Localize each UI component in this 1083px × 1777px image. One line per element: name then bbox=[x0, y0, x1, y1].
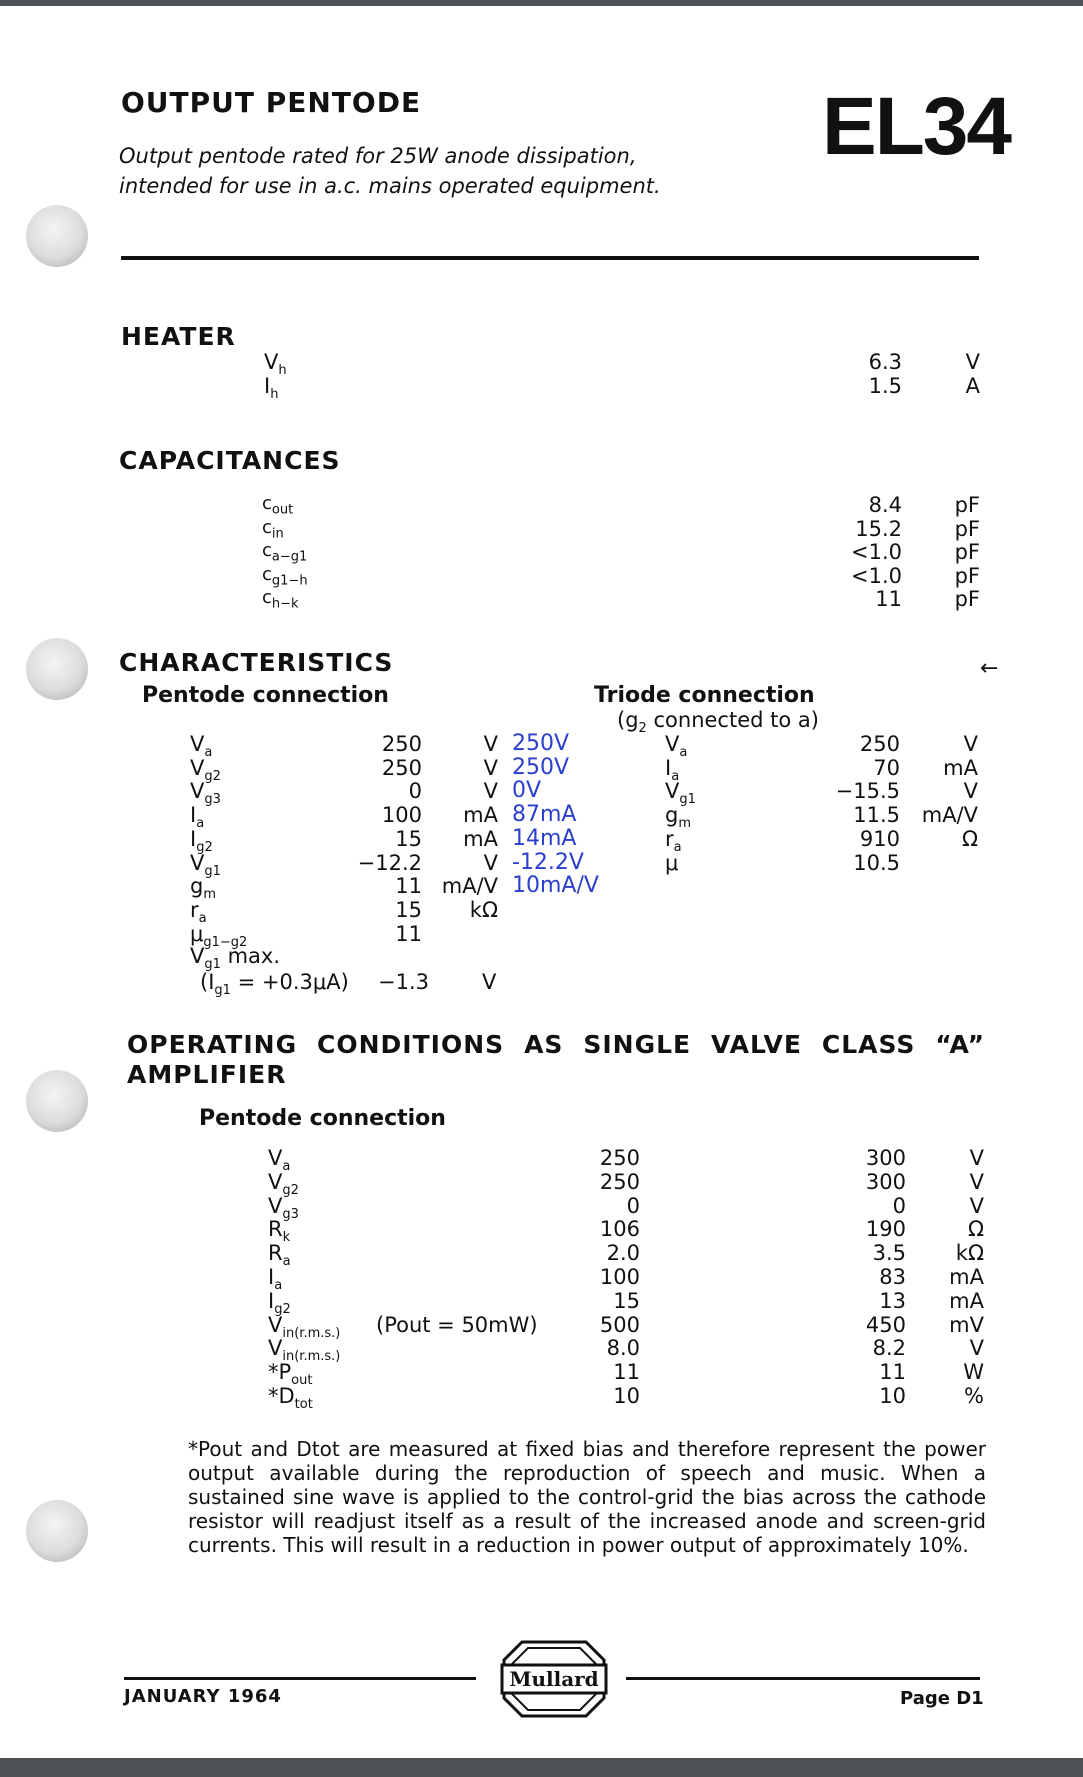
handwritten-note: 250V bbox=[512, 731, 570, 756]
triode-unit: mA/V bbox=[921, 803, 978, 828]
pentode-value: 250 bbox=[381, 755, 422, 780]
punch-hole bbox=[26, 1500, 88, 1562]
operating-value-col1: 250 bbox=[599, 1169, 640, 1194]
pentode-symbol: $V_{g1}$ bbox=[190, 850, 221, 879]
heater-unit: A bbox=[965, 374, 980, 398]
pentode-unit: mA/V bbox=[441, 874, 498, 899]
triode-value: −15.5 bbox=[835, 779, 900, 804]
capacitance-symbol: $c_{a-g1}$ bbox=[262, 540, 308, 565]
operating-symbol: $I_a$ bbox=[268, 1265, 283, 1294]
operating-value-col2: 300 bbox=[865, 1169, 906, 1194]
pentode-symbol: $V_{g2}$ bbox=[190, 755, 221, 784]
capacitance-value: 11 bbox=[875, 587, 902, 611]
pentode-symbol: $I_{g2}$ bbox=[190, 826, 213, 855]
operating-value-col1: 10 bbox=[613, 1384, 640, 1408]
heater-heading: HEATER bbox=[121, 322, 236, 351]
mullard-logo-text: Mullard bbox=[509, 1667, 599, 1691]
capacitance-unit: pF bbox=[954, 493, 980, 517]
triode-symbol: $g_m$ bbox=[665, 803, 692, 832]
pentode-unit: mA bbox=[463, 803, 498, 828]
operating-value-col1: 250 bbox=[599, 1146, 640, 1170]
tube-type: EL34 bbox=[822, 81, 1010, 172]
operating-value-col1: 106 bbox=[599, 1217, 640, 1242]
operating-value-col1: 11 bbox=[613, 1360, 640, 1385]
operating-symbol: $V_{g2}$ bbox=[268, 1169, 299, 1198]
punch-hole bbox=[26, 638, 88, 700]
pentode-unit: V bbox=[483, 732, 498, 756]
operating-unit: % bbox=[964, 1384, 984, 1408]
operating-symbol: $V_{in(r.m.s.)}$ bbox=[268, 1312, 341, 1341]
triode-symbol: μ bbox=[665, 850, 679, 875]
operating-unit: Ω bbox=[967, 1217, 984, 1242]
pentode-unit: V bbox=[483, 779, 498, 804]
pentode-value: 11 bbox=[395, 874, 422, 899]
handwritten-note: 14mA bbox=[512, 825, 577, 851]
pentode-symbol: $V_{g3}$ bbox=[190, 779, 221, 808]
pentode-value: 100 bbox=[381, 803, 422, 828]
capacitance-symbol: $c_{h-k}$ bbox=[262, 587, 299, 612]
header-rule bbox=[121, 256, 979, 260]
handwritten-note: 10mA/V bbox=[512, 873, 599, 899]
capacitance-unit: pF bbox=[954, 587, 980, 611]
operating-value-col1: 500 bbox=[599, 1312, 640, 1337]
footer-page-number: Page D1 bbox=[900, 1688, 984, 1709]
pentode-value: 11 bbox=[395, 921, 422, 946]
capacitance-symbol: $c_{g1-h}$ bbox=[262, 563, 308, 589]
operating-value-col2: 10 bbox=[879, 1384, 906, 1408]
vg1-max-label: $V_{g1}$ max. bbox=[190, 944, 281, 973]
operating-value-col2: 0 bbox=[892, 1193, 906, 1218]
triode-unit: V bbox=[963, 732, 978, 756]
pentode-symbol: $r_a$ bbox=[190, 897, 207, 927]
footer-rule-right bbox=[626, 1677, 980, 1680]
operating-heading-line1: OPERATING CONDITIONS AS SINGLE VALVE CLASS “A” bbox=[127, 1030, 985, 1059]
pentode-symbol: $I_a$ bbox=[190, 803, 205, 832]
footer-rule-left bbox=[124, 1677, 476, 1680]
operating-symbol: $I_{g2}$ bbox=[268, 1288, 291, 1317]
operating-unit: mA bbox=[949, 1265, 984, 1289]
operating-heading-line2: AMPLIFIER bbox=[127, 1060, 287, 1089]
operating-symbol: $V_{in(r.m.s.)}$ bbox=[268, 1336, 341, 1365]
operating-subheading: Pentode connection bbox=[199, 1106, 446, 1131]
vg1-max-unit: V bbox=[482, 970, 497, 994]
heater-value: 6.3 bbox=[868, 350, 902, 374]
operating-unit: W bbox=[963, 1360, 984, 1385]
punch-hole bbox=[26, 205, 88, 267]
operating-value-col2: 300 bbox=[865, 1146, 906, 1170]
operating-value-col1: 2.0 bbox=[606, 1241, 640, 1266]
pentode-symbol: $V_a$ bbox=[190, 732, 213, 761]
heater-unit: V bbox=[965, 350, 980, 374]
operating-value-col1: 15 bbox=[613, 1288, 640, 1313]
triode-symbol: $V_{g1}$ bbox=[665, 779, 696, 808]
operating-value-col2: 190 bbox=[865, 1217, 906, 1242]
operating-unit: V bbox=[969, 1193, 984, 1218]
triode-symbol: $V_a$ bbox=[665, 732, 688, 761]
operating-value-col2: 83 bbox=[879, 1265, 906, 1289]
operating-value-col2: 450 bbox=[865, 1312, 906, 1337]
operating-condition: (Pout = 50mW) bbox=[376, 1312, 538, 1337]
pentode-unit: V bbox=[483, 755, 498, 780]
operating-unit: mV bbox=[949, 1312, 984, 1337]
triode-symbol: $r_a$ bbox=[665, 826, 682, 855]
capacitance-symbol: $c_{out}$ bbox=[262, 493, 294, 518]
handwritten-note: 87mA bbox=[512, 802, 577, 828]
triode-value: 250 bbox=[859, 732, 900, 756]
handwritten-note: -12.2V bbox=[512, 849, 584, 875]
operating-symbol: $R_a$ bbox=[268, 1241, 291, 1270]
pentode-symbol: $g_m$ bbox=[190, 874, 217, 903]
triode-unit: V bbox=[963, 779, 978, 804]
arrow-icon: ← bbox=[980, 656, 999, 681]
operating-unit: V bbox=[969, 1146, 984, 1170]
punch-hole bbox=[26, 1070, 88, 1132]
heater-symbol: $V_h$ bbox=[264, 350, 287, 379]
capacitance-value: <1.0 bbox=[851, 563, 902, 588]
bottom-border bbox=[0, 1758, 1083, 1777]
operating-value-col2: 3.5 bbox=[872, 1241, 906, 1266]
capacitance-unit: pF bbox=[954, 563, 980, 588]
operating-symbol: $V_a$ bbox=[268, 1146, 291, 1175]
triode-value: 10.5 bbox=[853, 850, 900, 875]
operating-symbol: $*D_{tot}$ bbox=[268, 1384, 313, 1413]
pentode-subheading: Pentode connection bbox=[142, 683, 389, 708]
capacitance-value: <1.0 bbox=[851, 540, 902, 564]
capacitances-heading: CAPACITANCES bbox=[119, 446, 341, 475]
capacitance-unit: pF bbox=[954, 540, 980, 564]
capacitance-value: 15.2 bbox=[855, 516, 902, 541]
operating-unit: V bbox=[969, 1336, 984, 1361]
pentode-symbol: $\mu_{g1-g2}$ bbox=[190, 921, 248, 950]
triode-symbol: $I_a$ bbox=[665, 755, 680, 784]
operating-symbol: $V_{g3}$ bbox=[268, 1193, 299, 1222]
pentode-value: 0 bbox=[408, 779, 422, 804]
pentode-unit: kΩ bbox=[469, 897, 498, 922]
footer-date: JANUARY 1964 bbox=[124, 1686, 282, 1707]
pentode-unit: V bbox=[483, 850, 498, 875]
triode-subheading: Triode connection bbox=[594, 683, 815, 708]
intro-line-1: Output pentode rated for 25W anode dissipation, bbox=[119, 144, 637, 168]
triode-value: 11.5 bbox=[853, 803, 900, 828]
triode-unit: Ω bbox=[961, 826, 978, 851]
heater-value: 1.5 bbox=[868, 374, 902, 398]
operating-symbol: $*P_{out}$ bbox=[268, 1360, 313, 1389]
triode-value: 70 bbox=[873, 755, 900, 780]
pentode-value: 15 bbox=[395, 897, 422, 922]
characteristics-heading: CHARACTERISTICS bbox=[119, 648, 394, 677]
operating-unit: V bbox=[969, 1169, 984, 1194]
page-title: OUTPUT PENTODE bbox=[121, 86, 422, 119]
vg1-max-value: −1.3 bbox=[378, 970, 429, 994]
operating-value-col2: 11 bbox=[879, 1360, 906, 1385]
pentode-value: 250 bbox=[381, 732, 422, 756]
capacitance-symbol: $c_{in}$ bbox=[262, 516, 284, 542]
operating-value-col2: 13 bbox=[879, 1288, 906, 1313]
operating-symbol: $R_k$ bbox=[268, 1217, 291, 1246]
pentode-value: −12.2 bbox=[357, 850, 422, 875]
capacitance-unit: pF bbox=[954, 516, 980, 541]
operating-value-col2: 8.2 bbox=[872, 1336, 906, 1361]
heater-symbol: $I_h$ bbox=[264, 374, 279, 403]
operating-unit: kΩ bbox=[955, 1241, 984, 1266]
triode-unit: mA bbox=[943, 755, 978, 780]
footnote: *Pout and Dtot are measured at fixed bias and therefore represent the power output available during the reproduction of speech and music. When a sustained sine wave is applied to the control-grid the bias across the cathode resistor will readjust itself as a result of the increased anode and screen-grid currents. This will result in a reduction in power output of approximately 10%. bbox=[188, 1437, 986, 1557]
operating-value-col1: 100 bbox=[599, 1265, 640, 1289]
intro-line-2: intended for use in a.c. mains operated equipment. bbox=[119, 174, 661, 198]
handwritten-note: 0V bbox=[512, 778, 542, 804]
operating-value-col1: 0 bbox=[626, 1193, 640, 1218]
pentode-value: 15 bbox=[395, 826, 422, 851]
operating-unit: mA bbox=[949, 1288, 984, 1313]
vg1-max-condition: $(I_{g1} = +0.3\mu A)$ bbox=[200, 970, 349, 999]
capacitance-value: 8.4 bbox=[868, 493, 902, 517]
triode-subtitle: ($g_2$ connected to a) bbox=[617, 708, 819, 737]
pentode-unit: mA bbox=[463, 826, 498, 851]
operating-value-col1: 8.0 bbox=[606, 1336, 640, 1361]
handwritten-note: 250V bbox=[512, 754, 570, 780]
triode-value: 910 bbox=[859, 826, 900, 851]
